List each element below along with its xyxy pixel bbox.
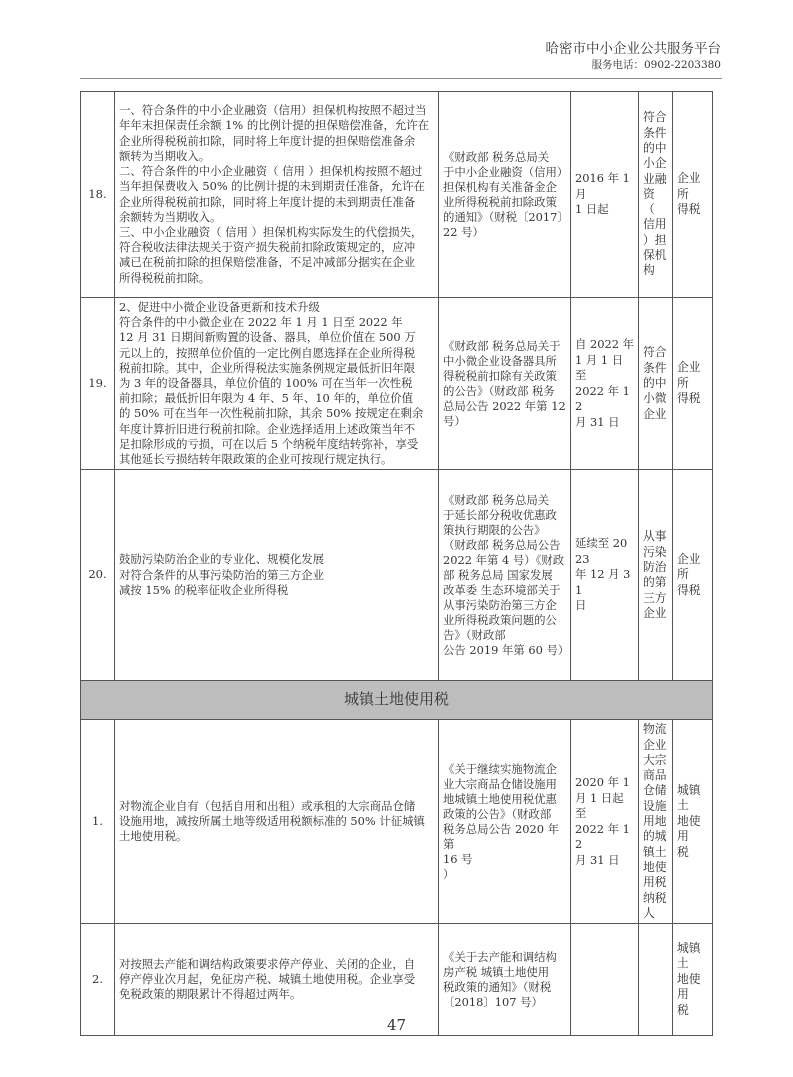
text-line: ） [443, 866, 455, 881]
text-line: 从事 [643, 529, 667, 544]
text-line: 构 [643, 263, 655, 278]
policy-document [439, 470, 571, 681]
text-line: 月 31 日 [575, 414, 620, 429]
text-line: 2022 年 12 [575, 383, 630, 414]
text-line: 得税税前扣除有关政策 [443, 368, 557, 383]
table-row [81, 298, 713, 470]
text-line: 2022 年 12 [575, 821, 630, 852]
text-line: 年度计算折旧进行税前扣除。企业选择适用上述政策当年不 [119, 421, 416, 436]
text-line: 于延长部分税收优惠政 [443, 507, 557, 522]
effective-period [571, 298, 639, 470]
text-line: 业所得税政策问题的公 [443, 612, 557, 627]
row-number: 1. [81, 720, 115, 924]
text-line: 额转为当期收入。 [119, 148, 211, 163]
text-line: 前扣除；最低折旧年限为 4 年、5 年、10 年的，单位价值 [119, 391, 414, 406]
text-line: 条件 [643, 125, 667, 140]
text-line: 《关于继续实施物流企 [443, 761, 557, 776]
text-line: 自 2022 年 [575, 337, 635, 352]
policy-document [439, 720, 571, 924]
text-line: 地使 [643, 859, 667, 874]
text-line: 企业所 [677, 360, 701, 390]
text-line: 改革委 生态环境部关于 [443, 582, 561, 597]
text-line: 日 [575, 598, 587, 613]
text-line: 部 税务总局 国家发展 [443, 567, 553, 582]
text-line: 小企 [643, 156, 667, 171]
text-line: 一、符合条件的中小企业融资（信用）担保机构按照不超过当 [119, 103, 427, 118]
text-line: 符合条件的中小微企业在 2022 年 1 月 1 日至 2022 年 [119, 315, 403, 330]
policy-content [115, 92, 439, 298]
text-line: 停产停业次月起，免征房产税、城镇土地使用税。企业享受 [119, 971, 416, 986]
text-line: 大宗 [643, 752, 667, 767]
tax-type [673, 92, 713, 298]
row-number: 2. [81, 924, 115, 1036]
page-header [546, 40, 722, 73]
text-line: 税 [677, 844, 689, 859]
text-line: 得税 [677, 391, 701, 406]
text-line: 从事污染防治第三方企 [443, 597, 557, 612]
policy-table [80, 91, 713, 1036]
text-line: 企业 [643, 737, 667, 752]
text-line: 用地 [643, 814, 667, 829]
text-line: 的第 [643, 575, 667, 590]
text-line: 三、中小企业融资（ 信用 ）担保机构实际发生的代偿损失， [119, 224, 423, 239]
table-row [81, 470, 713, 681]
text-line: 条件 [643, 360, 667, 375]
text-line: 月 31 日 [575, 852, 620, 867]
policy-document [439, 92, 571, 298]
text-line: 纳税 [643, 890, 667, 905]
text-line: 其他延长亏损结转年限政策的企业可按现行规定执行。 [119, 452, 393, 467]
text-line: 符合税收法律法规关于资产损失税前扣除政策规定的，应冲 [119, 240, 416, 255]
text-line: 符合 [643, 110, 667, 125]
text-line: 地城镇土地使用税优惠 [443, 791, 557, 806]
text-line: 企业所得税税前扣除，同时将上年度计提的担保赔偿准备余 [119, 133, 416, 148]
text-line: 对按照去产能和调结构政策要求停产停业、关闭的企业，自 [119, 956, 416, 971]
text-line: 策执行期限的公告》 [443, 522, 546, 537]
text-line: 《财政部 税务总局关 [443, 492, 550, 507]
service-phone: 服务电话：0902-2203380 [591, 59, 721, 71]
policy-content [115, 720, 439, 924]
text-line: 房产税 城镇土地使用 [443, 964, 550, 979]
text-line: 足扣除形成的亏损，可在以后 5 个纳税年度结转弥补，享受 [119, 436, 419, 451]
policy-document [439, 298, 571, 470]
text-line: 仓储 [643, 783, 667, 798]
text-line: 政策的公告》（财政部 [443, 806, 552, 821]
text-line: 〔2018〕107 号） [443, 994, 543, 1009]
text-line: 土地使用税。 [119, 829, 188, 844]
text-line: 号） [443, 413, 466, 428]
text-line: （ [643, 202, 655, 217]
table-row [81, 92, 713, 298]
effective-period [571, 92, 639, 298]
text-line: 鼓励污染防治企业的专业化、规模化发展 [119, 552, 325, 567]
text-line: （财政部 税务总局公告 [443, 537, 561, 552]
text-line: 12 月 31 日期间新购置的设备、器具，单位价值在 500 万 [119, 330, 416, 345]
table-row [81, 720, 713, 924]
text-line: 业融 [643, 171, 667, 186]
text-line: 2020 年 1 [575, 775, 630, 790]
text-line: 延续至 2023 [575, 536, 628, 566]
text-line: 人 [643, 905, 655, 920]
policy-table-body [81, 92, 713, 1036]
text-line: 城镇土 [677, 782, 701, 813]
text-line: 对符合条件的从事污染防治的第三方企业 [119, 567, 325, 582]
text-line: 税 [677, 1002, 689, 1017]
text-line: 《关于去产能和调结构 [443, 949, 557, 964]
text-line: 三方 [643, 590, 667, 605]
text-line: 《财政部 税务总局关 [443, 149, 550, 164]
text-line: 企业所 [677, 551, 701, 582]
text-line: 2、促进中小微企业设备更新和技术升级 [119, 300, 320, 314]
text-line: 的公告》（财政部 税务 [443, 383, 555, 398]
text-line: 的中 [643, 140, 667, 155]
text-line: 税前扣除。其中，企业所得税法实施条例规定最低折旧年限 [119, 360, 416, 375]
text-line: 地使用 [677, 813, 701, 844]
text-line: 得税 [677, 202, 701, 217]
text-line: 企业所 [677, 171, 701, 201]
text-line: 用税 [643, 875, 667, 890]
text-line: 商品 [643, 768, 667, 783]
text-line: 减按 15% 的税率征收企业所得税 [119, 582, 289, 597]
text-line: 余额转为当期收入。 [119, 209, 222, 224]
policy-content [115, 470, 439, 681]
text-line: 1 月 1 日至 [575, 352, 624, 383]
text-line: 小微 [643, 391, 667, 406]
section-header-row [81, 681, 713, 720]
row-number: 18. [81, 92, 115, 298]
text-line: 减已在税前扣除的担保赔偿准备，不足冲减部分据实在企业 [119, 255, 416, 270]
text-line: 的中 [643, 375, 667, 390]
text-line: 二、符合条件的中小企业融资（ 信用 ）担保机构按照不超过 [119, 164, 423, 179]
text-line: 《财政部 税务总局关于 [443, 338, 561, 353]
text-line: 总局公告 2022 年第 12 [443, 398, 566, 413]
text-line: 业大宗商品仓储设施用 [443, 776, 557, 791]
text-line: 担保机构有关准备金企 [443, 179, 557, 194]
text-line: 2016 年 1 月 [575, 171, 630, 201]
text-line: 符合 [643, 345, 667, 360]
text-line: 税务总局公告 2020 年第 [443, 821, 559, 851]
text-line: ）担 [643, 232, 667, 247]
eligible-subject [639, 92, 673, 298]
text-line: 2022 年第 4 号）《财政 [443, 552, 565, 567]
header-divider [80, 78, 722, 79]
text-line: 公告 2019 年第 60 号） [443, 642, 570, 657]
text-line: 城镇土 [677, 940, 701, 971]
text-line: 中小微企业设备器具所 [443, 353, 557, 368]
effective-period [571, 720, 639, 924]
text-line: 为 3 年的设备器具，单位价值的 100% 可在当年一次性税 [119, 376, 413, 391]
text-line: 告》（财政部 [443, 627, 506, 642]
text-line: 免税政策的期限累计不得超过两年。 [119, 987, 302, 1002]
text-line: 防治 [643, 559, 667, 574]
text-line: 地使用 [677, 971, 701, 1002]
text-line: 元以上的，按照单位价值的一定比例自愿选择在企业所得税 [119, 345, 416, 360]
text-line: 镇土 [643, 844, 667, 859]
text-line: 年年末担保责任余额 1% 的比例计提的担保赔偿准备，允许在 [119, 118, 430, 133]
policy-content [115, 298, 439, 470]
text-line: 对物流企业自有（包括自用和出租）或承租的大宗商品仓储 [119, 798, 416, 813]
text-line: 企业 [643, 605, 667, 620]
eligible-subject [639, 720, 673, 924]
text-line: 设施 [643, 798, 667, 813]
row-number: 19. [81, 298, 115, 470]
text-line: 得税 [677, 582, 701, 597]
text-line: 1 日起 [575, 202, 609, 217]
tax-type [673, 298, 713, 470]
text-line: 年 12 月 31 [575, 567, 631, 597]
text-line: 税政策的通知》（财税 [443, 979, 552, 994]
text-line: 企业所得税税前扣除，同时将上年度计提的未到期责任准备 [119, 194, 416, 209]
text-line: 月 1 日起至 [575, 790, 624, 821]
text-line: 业所得税税前扣除政策 [443, 194, 557, 209]
text-line: 设施用地，减按所属土地等级适用税额标准的 50% 计征城镇 [119, 814, 425, 829]
text-line: 16 号 [443, 851, 473, 866]
text-line: 所得税税前扣除。 [119, 270, 211, 285]
text-line: 污染 [643, 544, 667, 559]
tax-type [673, 720, 713, 924]
text-line: 资 [643, 186, 655, 201]
text-line: 于中小企业融资（信用） [443, 164, 569, 179]
text-line: 的城 [643, 829, 667, 844]
eligible-subject [639, 298, 673, 470]
text-line: 保机 [643, 248, 667, 263]
text-line: 物流 [643, 722, 667, 737]
text-line: 企业 [643, 406, 667, 421]
platform-name: 哈密市中小企业公共服务平台 [545, 41, 721, 57]
row-number: 20. [81, 470, 115, 681]
text-line: 的通知》（财税〔2017〕 [443, 209, 569, 224]
text-line: 的 50% 可在当年一次性税前扣除，其余 50% 按规定在剩余 [119, 406, 424, 421]
tax-type [673, 470, 713, 681]
text-line: 当年担保费收入 50% 的比例计提的未到期责任准备，允许在 [119, 179, 425, 194]
eligible-subject [639, 470, 673, 681]
section-title: 城镇土地使用税 [81, 681, 713, 720]
page-number: 47 [386, 1016, 407, 1034]
effective-period [571, 470, 639, 681]
text-line: 22 号） [443, 224, 484, 239]
text-line: 信用 [643, 217, 667, 232]
